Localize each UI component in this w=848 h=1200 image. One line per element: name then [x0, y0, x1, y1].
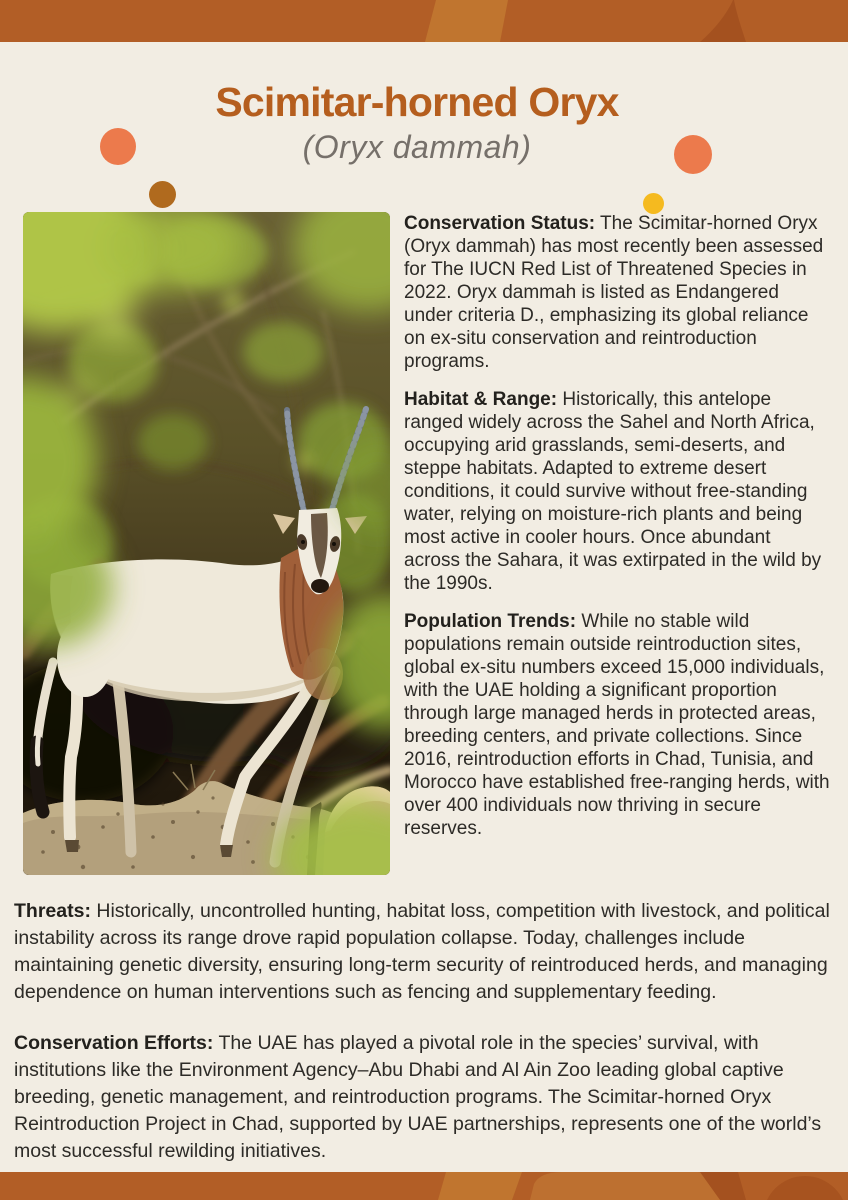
top-band-shapes: [0, 0, 848, 42]
oryx-photo-illustration: [23, 212, 390, 875]
info-column: [404, 212, 831, 875]
section-label: Habitat & Range:: [404, 389, 558, 410]
decorative-dot-orange-right-icon: [674, 135, 712, 174]
oryx-photo: [23, 212, 390, 875]
oryx-nose: [311, 579, 329, 593]
section-text: The UAE has played a pivotal role in the species’ survival, with institutions like the Environment Agency–Abu Dhabi and Al Ain Zoo leading global captive breeding, genetic management, and reintroduction programs. The Scimitar-horned Oryx Reintroduction Project in Chad, supported by UAE partnerships, represents one of the world’s most successful rewilding initiatives.: [14, 1032, 822, 1162]
section-text: While no stable wild populations remain outside reintroduction sites, global ex-situ numbers exceed 15,000 individuals, with the UAE holding a significant proportion through large managed herds in protected areas, breeding centers, and private collections. Since 2016, reintroduction efforts in Chad, Tunisia, and Morocco have established free-ranging herds, with over 400 individuals now thriving in secure reserves.: [404, 611, 830, 839]
page-subtitle: (Oryx dammah): [302, 129, 532, 166]
section-text: Historically, this antelope ranged widely across the Sahel and North Africa, occupying arid grasslands, semi-deserts, and steppe habitats. Adapted to extreme desert conditions, it could survive without free-standing water, relying on moisture-rich plants and being most active in cooler hours. Once abundant across the Sahara, it was extirpated in the wild by the 1990s.: [404, 389, 822, 594]
section-population-trends: [404, 610, 831, 840]
top-decorative-band: [0, 0, 848, 42]
bottom-band-shapes: [0, 1172, 848, 1200]
section-label: Conservation Status:: [404, 213, 596, 234]
oryx-left-eye: [301, 540, 305, 544]
page-title: Scimitar-horned Oryx: [215, 79, 619, 125]
section-threats: [14, 898, 834, 1006]
section-label: Threats:: [14, 900, 91, 922]
section-conservation-efforts: [14, 1030, 834, 1165]
full-width-sections: [14, 898, 834, 1165]
decorative-dot-orange-left-icon: [100, 128, 136, 165]
oryx-right-eye: [332, 542, 336, 546]
bottom-decorative-band: [0, 1172, 848, 1200]
content-row: [23, 212, 831, 875]
header: [0, 42, 848, 212]
section-conservation-status: [404, 212, 831, 373]
decorative-dot-yellow-right-icon: [643, 193, 664, 214]
section-label: Population Trends:: [404, 611, 577, 632]
decorative-dot-brown-left-icon: [149, 181, 176, 208]
section-text: The Scimitar-horned Oryx (Oryx dammah) has most recently been assessed for The IUCN Red List of Threatened Species in 2022. Oryx dammah is listed as Endangered under criteria D., emphasizing its global reliance on ex-situ conservation and reintroduction programs.: [404, 213, 824, 372]
section-habitat-range: [404, 388, 831, 595]
section-label: Conservation Efforts:: [14, 1032, 214, 1054]
section-text: Historically, uncontrolled hunting, habitat loss, competition with livestock, and political instability across its range drove rapid population collapse. Today, challenges include maintaining genetic diversity, ensuring long-term security of reintroduced herds, and managing dependence on human interventions such as fencing and supplementary feeding.: [14, 900, 830, 1003]
